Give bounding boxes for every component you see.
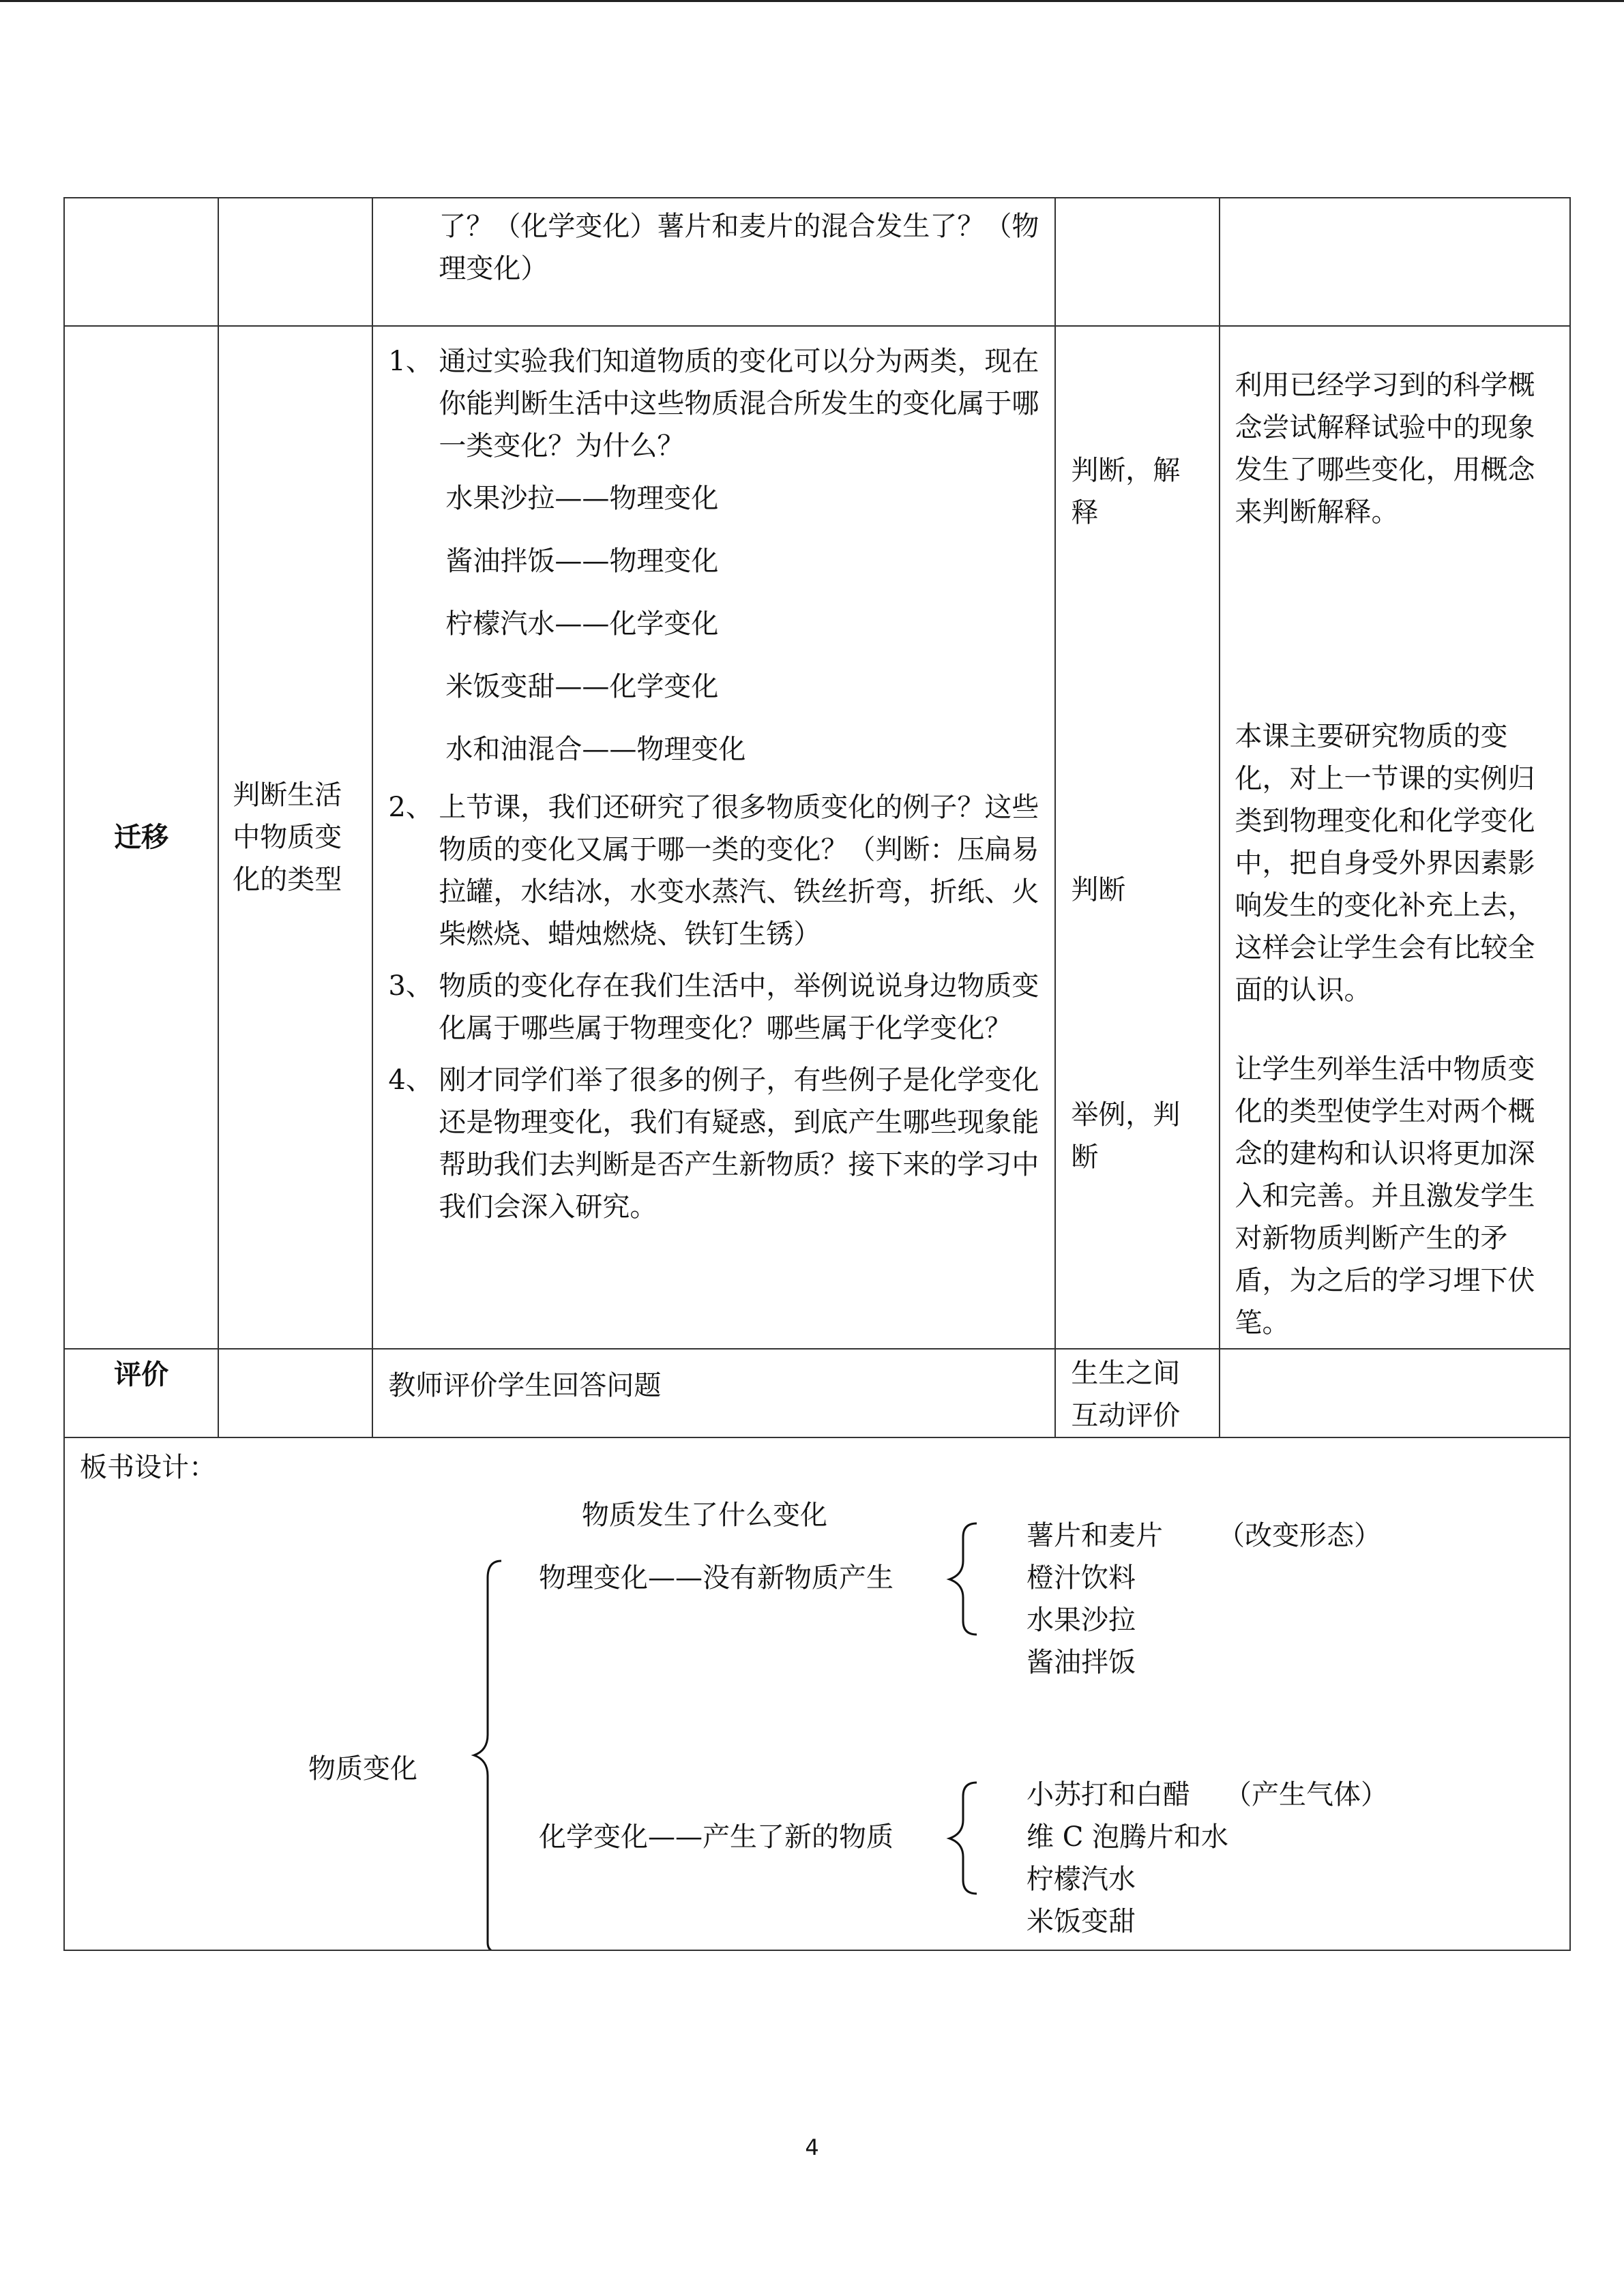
list-item-3 [373, 965, 1054, 1049]
goal-evaluation-empty [218, 1349, 372, 1437]
intent-transfer [1220, 326, 1570, 1349]
list-item-4 [373, 1059, 1054, 1228]
board-brackets [65, 1438, 1569, 1950]
board-physical-item-1: 薯片和麦片 [1027, 1520, 1163, 1551]
row-transfer [64, 326, 1570, 1349]
board-chemical-item-3: 柠檬汽水 [1027, 1864, 1136, 1895]
brace-physical [949, 1523, 977, 1635]
board-chemical-item-1: 小苏打和白醋 [1027, 1779, 1190, 1810]
board-chemical-item-4: 米饭变甜 [1027, 1906, 1136, 1937]
goal-cell-empty [218, 198, 372, 326]
stage-transfer-label: 迁移 [114, 822, 169, 853]
intent-cell-empty [1220, 198, 1570, 326]
list-item-2 [373, 786, 1054, 955]
list-item-2-number: 2、 [388, 792, 433, 823]
activity-judge-explain: 判断，解释 [1071, 455, 1181, 528]
method-continued-text: 了？（化学变化）薯片和麦片的混合发生了？（物理变化） [439, 211, 1039, 284]
list-item-3-text: 物质的变化存在我们生活中，举例说说身边物质变化属于哪些属于物理变化？哪些属于化学变化？ [439, 970, 1039, 1044]
lesson-plan-table [63, 197, 1571, 1951]
method-evaluation-text: 教师评价学生回答问题 [388, 1370, 662, 1401]
page-number: 4 [805, 2134, 819, 2160]
row-board-design [64, 1437, 1570, 1950]
board-physical-item-3: 水果沙拉 [1027, 1605, 1136, 1636]
goal-transfer-text: 判断生活中物质变化的类型 [233, 779, 342, 895]
activity-example-judge: 举例，判断 [1071, 1099, 1181, 1173]
list-item-2-text: 上节课，我们还研究了很多物质变化的例子？这些物质的变化又属于哪一类的变化？（判断：压扁易拉罐，水结冰，水变水蒸汽、铁丝折弯，折纸、火柴燃烧、蜡烛燃烧、铁钉生锈） [439, 792, 1039, 950]
board-chemical-item-2: 维 C 泡腾片和水 [1027, 1821, 1229, 1853]
example-2: 酱油拌饭——物理变化 [445, 546, 719, 577]
row-continued [64, 198, 1570, 326]
list-item-1-number: 1、 [388, 346, 433, 377]
list-item-1-text: 通过实验我们知道物质的变化可以分为两类，现在你能判断生活中这些物质混合所发生的变化属于哪一类变化？为什么？ [439, 346, 1039, 462]
example-3: 柠檬汽水——化学变化 [445, 608, 719, 640]
intent-evaluation-empty [1220, 1349, 1570, 1437]
row-evaluation [64, 1349, 1570, 1437]
example-1: 水果沙拉——物理变化 [445, 483, 719, 514]
board-chemical-note: （产生气体） [1224, 1779, 1388, 1810]
stage-transfer [64, 326, 218, 1349]
stage-evaluation [64, 1349, 218, 1437]
brace-chemical [949, 1783, 977, 1894]
example-4: 米饭变甜——化学变化 [445, 671, 719, 702]
activity-transfer [1055, 326, 1219, 1349]
method-evaluation [372, 1349, 1055, 1437]
top-border [0, 0, 1624, 2]
list-item-3-number: 3、 [388, 970, 433, 1002]
list-item-4-text: 刚才同学们举了很多的例子，有些例子是化学变化还是物理变化，我们有疑惑，到底产生哪些现象能帮助我们去判断是否产生新物质？接下来的学习中我们会深入研究。 [439, 1064, 1039, 1223]
activity-cell-empty [1055, 198, 1219, 326]
method-transfer [372, 326, 1055, 1349]
stage-evaluation-label: 评价 [114, 1359, 169, 1390]
goal-transfer [218, 326, 372, 1349]
board-physical-item-4: 酱油拌饭 [1027, 1647, 1136, 1678]
intent-paragraph-3: 让学生列举生活中物质变化的类型使学生对两个概念的建构和认识将更加深入和完善。并且激发学生 对新物质判断产生的矛盾，为之后的学习埋下伏笔。 [1235, 1054, 1535, 1339]
board-physical-item-2: 橙汁饮料 [1027, 1562, 1136, 1594]
activity-evaluation-text: 生生之间互动评价 [1071, 1358, 1181, 1431]
board-root: 物质变化 [308, 1753, 417, 1785]
example-5: 水和油混合——物理变化 [445, 734, 746, 765]
board-title: 物质发生了什么变化 [582, 1500, 827, 1531]
brace-root [474, 1561, 501, 1950]
board-design [65, 1438, 1569, 1950]
stage-cell-empty [64, 198, 218, 326]
intent-paragraph-2: 本课主要研究物质的变化，对上一节课的实例归类到物理变化和化学变化中，把自身受外界因素影响发生的变化补充上去，这样会让学生会有比较全面的认识。 [1235, 721, 1535, 1006]
activity-evaluation [1055, 1349, 1219, 1437]
method-cell [372, 198, 1055, 326]
board-label: 板书设计： [80, 1452, 216, 1483]
board-physical-label: 物理变化——没有新物质产生 [539, 1562, 894, 1594]
intent-paragraph-1: 利用已经学习到的科学概念尝试解释试验中的现象发生了哪些变化，用概念来判断解释。 [1235, 370, 1535, 528]
board-physical-note: （改变形态） [1217, 1520, 1381, 1551]
board-chemical-label: 化学变化——产生了新的物质 [539, 1821, 894, 1853]
board-design-cell [64, 1437, 1570, 1950]
list-item-4-number: 4、 [388, 1064, 433, 1096]
activity-judge: 判断 [1071, 874, 1126, 906]
list-item-1 [373, 340, 1054, 467]
